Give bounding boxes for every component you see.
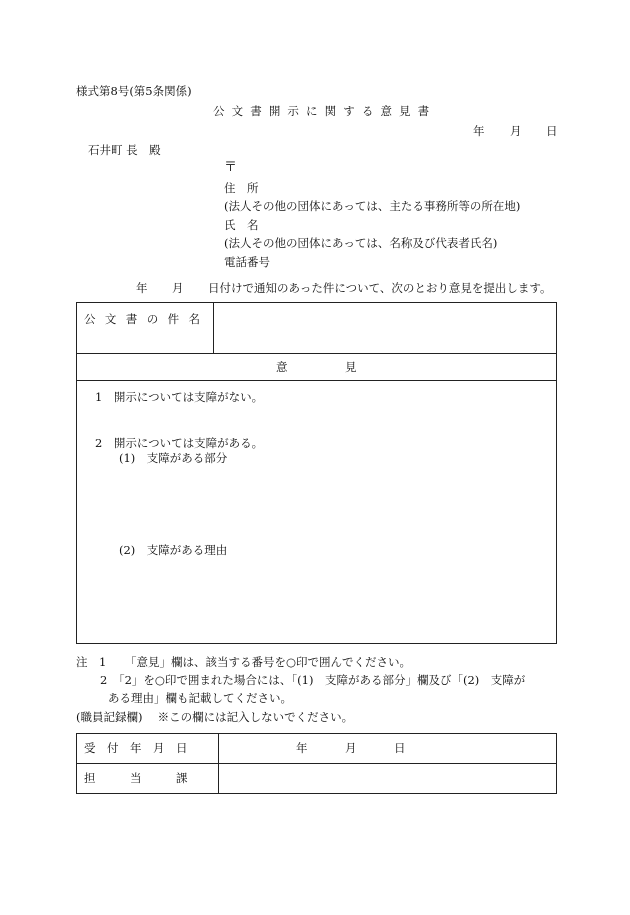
received-month: 月: [345, 741, 357, 755]
opinion-header: 意 見: [276, 360, 357, 374]
address-note: (法人その他の団体にあっては、主たる事務所等の所在地): [224, 199, 521, 213]
notice-text: 日付けで通知のあった件について、次のとおり意見を提出します。: [208, 281, 552, 295]
table-rule: [76, 380, 557, 381]
name-note: (法人その他の団体にあっては、名称及び代表者氏名): [224, 236, 498, 250]
date-day: 日: [546, 124, 558, 138]
date-month: 月: [510, 124, 522, 138]
sub-item-part: (1) 支障がある部分: [119, 451, 228, 465]
staff-rule: [76, 763, 557, 764]
received-year: 年: [296, 741, 308, 755]
name-label: 氏 名: [224, 218, 259, 232]
document-name-label: 公 文 書 の 件 名: [84, 312, 203, 326]
form-number: 様式第8号(第5条関係): [76, 84, 192, 98]
document-name-field[interactable]: [215, 312, 555, 350]
notice-year: 年: [136, 281, 148, 295]
form-title: 公 文 書 開 示 に 関 す る 意 見 書: [213, 104, 431, 118]
received-date-label: 受 付 年 月 日: [84, 741, 188, 755]
date-year: 年: [473, 124, 485, 138]
sub-item-reason: (2) 支障がある理由: [119, 543, 228, 557]
department-field[interactable]: [220, 766, 555, 792]
postal-mark: 〒: [224, 160, 238, 175]
note-1: 「意見」欄は、該当する番号を○印で囲んでください。: [125, 655, 412, 669]
opinion-item-2: 2 開示については支障がある。: [95, 436, 264, 450]
staff-record-label: (職員記録欄) ※この欄には記入しないでください。: [76, 710, 354, 724]
address-label: 住 所: [224, 181, 259, 195]
note-2-line-2: ある理由」欄も記載してください。: [108, 691, 292, 705]
note-prefix: 注 1: [76, 655, 107, 669]
department-label: 担 当 課: [84, 771, 188, 785]
table-divider: [213, 302, 214, 353]
received-day: 日: [394, 741, 406, 755]
table-rule: [76, 353, 557, 354]
phone-label: 電話番号: [224, 255, 270, 269]
opinion-item-1: 1 開示については支障がない。: [95, 390, 264, 404]
addressee: 石井町 長 殿: [88, 143, 161, 157]
note-2-line-1: 2 「2」を○印で囲まれた場合には、「(1) 支障がある部分」欄及び「(2) 支障が: [100, 673, 526, 687]
notice-month: 月: [172, 281, 184, 295]
